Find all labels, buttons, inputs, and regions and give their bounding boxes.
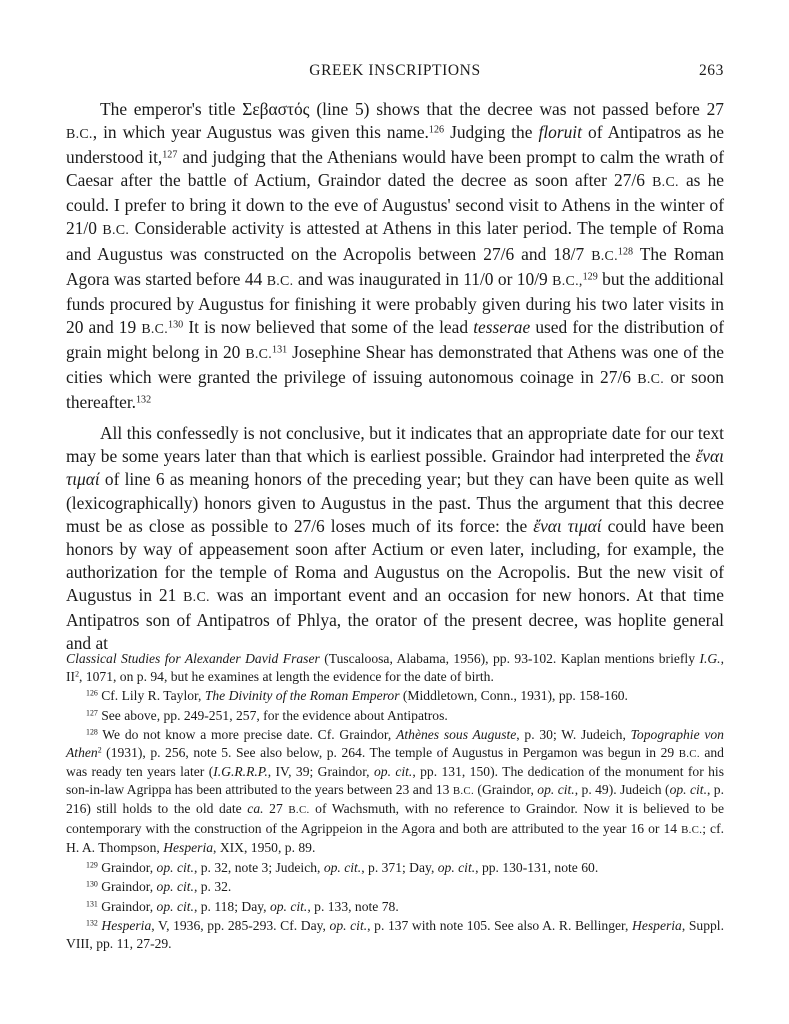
text-run: and judging that the Athenians would have been prompt to calm the wrath of Caesar after the battle of Actium, Graindor dated the decree as soon after 27/6 [66,147,725,191]
text-run: , p. 32, note 3; Judeich, [193,859,324,875]
italic-term: op. cit. [373,764,413,779]
italic-term: op. cit. [329,918,368,933]
text-run: We do not know a more precise date. Cf. Graindor, [97,727,397,742]
era-abbrev: B.C. [183,589,210,605]
footnote-126 [66,687,724,705]
text-run: and was ready ten years later ( [66,744,724,779]
text-run: , p. 371; Day, [361,859,438,875]
footnote-128 [66,726,724,857]
text-run: , p. 137 with note 105. See also A. R. Bellinger, [367,918,633,933]
edition-superscript: 2 [97,745,102,755]
footnote-number: 131 [86,899,98,909]
italic-title: Athènes sous Auguste [396,727,517,742]
text-run: of Antipatros as he understood it, [66,122,724,168]
text-run: (line 5) shows that the decree was not passed before 27 [309,99,724,119]
text-run: could have been honors by way of appeasement soon after Actium or even later, including, for example, the authorization for the temple of Roma and Augustus on the Acropolis. But the new visit of Augustus in 21 [66,515,724,605]
era-abbrev: B.C. [141,321,169,337]
greek-term: ἔναι τιμαί [533,515,602,536]
italic-title: Topographie von Athen [66,727,724,760]
era-abbrev: B.C. [245,346,273,362]
italic-title: Classical Studies for Alexander David Fraser [66,651,320,666]
text-run: Josephine Shear has demonstrated that Athens was one of the cities which were granted the privilege of issuing autonomous coinage in 27/6 [66,341,724,388]
italic-term: op. cit. [669,781,707,797]
text-run: , p. 216) still holds to the old date [66,781,724,816]
body-text [66,98,724,655]
text-run: Judging the [444,122,539,143]
text-run: 27 [263,801,289,816]
footnote-number: 130 [86,879,98,889]
era-abbrev: B.C. [102,223,130,239]
paragraph-1 [66,98,724,414]
text-run: , p. 49). Judeich ( [574,781,670,797]
edition-superscript: 2 [75,669,79,679]
text-run: , in which year Augustus was given this name. [92,122,429,143]
text-run: , p. 133, note 78. [307,898,399,914]
text-run: (Tuscaloosa, Alabama, 1956), pp. 93-102. Kaplan mentions briefly [319,651,700,666]
greek-term: Σεβαστός [242,99,310,119]
running-title: GREEK INSCRIPTIONS [309,62,481,79]
italic-term: op. cit. [269,898,308,914]
text-run: was an important event and an occasion for new honors. At that time Antipatros son of Antipatros of Phlya, the orator of the present decree, was hoplite general and at [66,584,725,654]
italic-term: op. cit. [437,859,476,875]
text-run: , p. 118; Day, [193,898,270,914]
text-run: used for the distribution of grain might belong in 20 [66,316,724,362]
text-run: , pp. 130-131, note 60. [475,859,599,875]
italic-title: The Divinity of the Roman Emperor [204,688,400,703]
text-run: All this confessedly is not conclusive, but it indicates that an appropriate date for our text may be some years later than that which is earliest possible. Graindor had interpreted the [66,423,724,467]
footnote-ref-126: 126 [428,124,445,136]
text-run: Graindor, [97,879,157,894]
era-abbrev: B.C. [288,804,310,816]
footnote-number: 128 [86,727,98,737]
text-run: , 1071, on p. 94, but he examines at length the evidence for the date of birth. [79,668,494,684]
footnote-ref-130: 130 [168,319,184,331]
footnote-number: 127 [86,708,98,718]
text-run: , Suppl. VIII, pp. 11, 27-29. [66,918,724,951]
footnote-ref-131: 131 [272,344,288,356]
text-run: (1931), p. 256, note 5. See also below, p. 264. The temple of Augustus in Pergamon was begun in 29 [101,744,679,760]
footnote-ref-127: 127 [162,149,178,161]
italic-term: floruit [538,122,582,143]
footnote-ref-129: 129 [582,271,598,283]
italic-title: Hesperia [163,840,214,855]
text-run: (Middletown, Conn., 1931), pp. 158-160. [399,688,628,703]
text-run: , XIX, 1950, p. 89. [213,840,316,855]
footnote-ref-132: 132 [136,394,152,406]
footnote-ref-128: 128 [617,246,634,258]
text-run: , p. 32. [193,879,232,894]
footnote-131 [66,898,724,916]
italic-title: Hesperia [632,918,682,933]
text-run: Considerable activity is attested at Athens in this later period. The temple of Roma and Augustus was constructed on the Acropolis between 27/6 and 18/7 [66,218,725,264]
footnote-continuation [66,650,724,685]
text-run: Cf. Lily R. Taylor, [97,688,205,703]
italic-title: I.G.R.R.P. [213,764,268,779]
text-run: but the additional funds procured by Augustus for finishing it were probably given during his two later visits in 20 and 19 [66,268,724,337]
italic-term: ca. [247,801,264,816]
text-run: ; cf. H. A. Thompson, [66,820,724,855]
greek-term: ἔναι τιμαί [66,446,724,490]
italic-term: op. cit. [156,859,194,875]
footnote-number: 132 [86,918,98,928]
text-run: The Roman Agora was started before 44 [66,243,725,289]
italic-term: op. cit. [323,859,362,875]
text-run: Graindor, [97,898,157,914]
text-run: , IV, 39; Graindor, [267,764,374,779]
footnote-127 [66,707,724,725]
text-run: of Wachsmuth, with no reference to Graindor. Now it is believed to be contemporary with the construction of the Agrippeion in the Agora and both are attributed to the year 16 or 14 [66,801,724,836]
running-header [66,62,724,84]
footnotes [66,650,724,952]
italic-term: op. cit. [537,781,575,797]
italic-term: op. cit. [156,898,194,914]
era-abbrev: B.C., [552,273,583,289]
page-number: 263 [698,62,724,79]
paragraph-2 [66,422,724,655]
text-run: Graindor, [97,859,157,875]
footnote-129 [66,859,724,877]
text-run: (Graindor, [474,781,538,797]
italic-title: Hesperia [101,918,152,933]
text-run: , II [66,651,724,684]
text-run: , V, 1936, pp. 285-293. Cf. Day, [151,918,330,933]
italic-term: op. cit. [156,879,194,894]
text-run: , p. 30; W. Judeich, [516,727,631,742]
era-abbrev: B.C. [452,784,474,797]
era-abbrev: B.C. [652,175,679,191]
era-abbrev: B.C. [678,747,700,760]
footnote-number: 129 [86,860,98,870]
text-run: The emperor's title [100,99,243,119]
era-abbrev: B.C. [637,372,665,388]
text-run: of line 6 as meaning honors of the preceding year; but they can have been quite as well (lexicographically) honors given to Augustus in the past. Thus the argument that this decree must be as close as possible to 27/6 loses much of its force: the [66,469,724,536]
era-abbrev: B.C. [266,273,294,289]
era-abbrev: B.C. [681,823,703,836]
footnote-number: 126 [86,688,98,698]
text-run: , pp. 131, 150). The dedication of the monument for his son-in-law Agrippa has been attributed to the years between 23 and 13 [66,764,724,797]
text-run: as he could. I prefer to bring it down to the eve of Augustus' second visit to Athens in the winter of 21/0 [66,170,724,239]
footnote-132 [66,917,724,952]
text-run: and was inaugurated in 11/0 or 10/9 [293,268,553,289]
text-run: See above, pp. 249-251, 257, for the evidence about Antipatros. [97,707,448,723]
italic-term: tesserae [473,316,531,337]
era-abbrev: B.C. [591,248,618,264]
footnote-130 [66,878,724,896]
italic-title: I.G. [699,651,721,666]
text-run: or soon thereafter. [66,367,724,413]
text-run: It is now believed that some of the lead [183,316,474,337]
era-abbrev: B.C. [66,127,93,143]
